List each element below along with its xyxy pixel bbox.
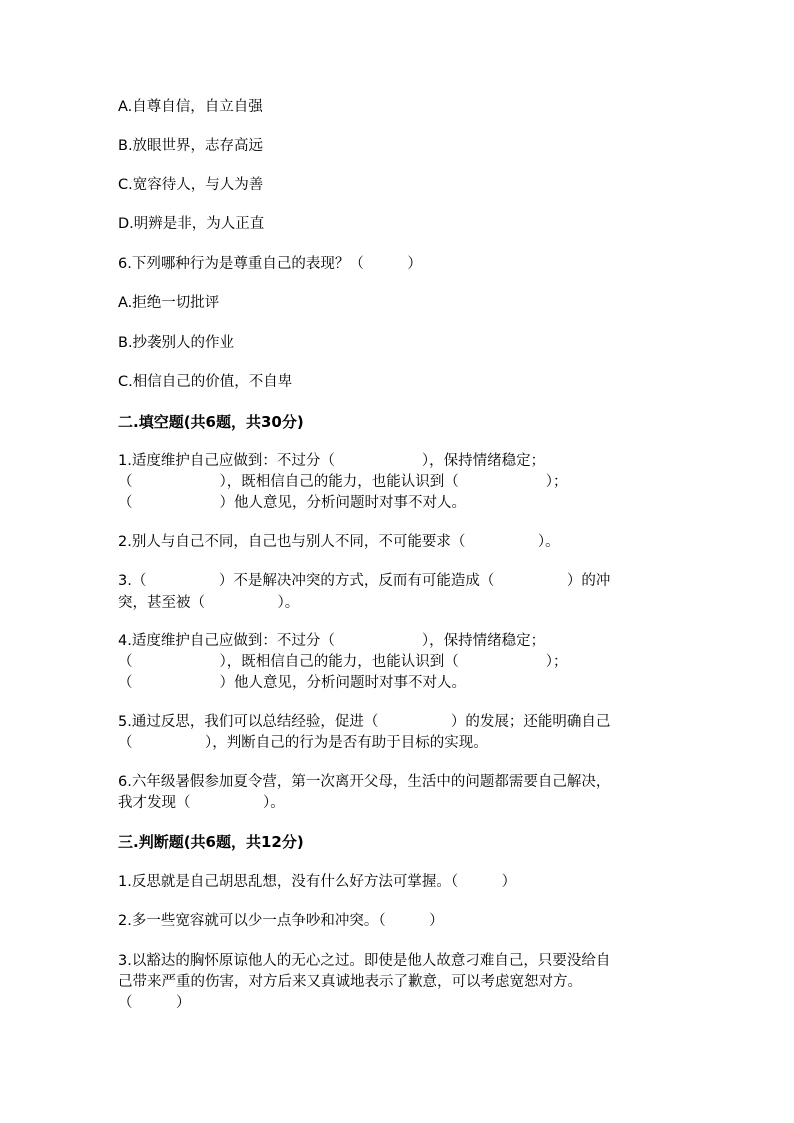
q6-option-c: C.相信自己的价值，不自卑 <box>118 374 293 390</box>
q6-option-a: A.拒绝一切批评 <box>118 295 220 311</box>
q5-option-d: D.明辨是非，为人正直 <box>118 216 265 232</box>
section-fill-blank-title: 二.填空题(共6题，共30分) <box>118 413 304 431</box>
fill-q4-line2: （ ），既相信自己的能力，也能认识到（ ）； <box>118 654 568 670</box>
q6-option-b: B.抄袭别人的作业 <box>118 335 235 351</box>
fill-q4-line1: 4.适度维护自己应做到：不过分（ ），保持情绪稳定； <box>118 633 546 649</box>
fill-q1-line2: （ ），既相信自己的能力，也能认识到（ ）； <box>118 474 568 490</box>
q6-question: 6.下列哪种行为是尊重自己的表现？（ ） <box>118 256 422 272</box>
section-true-false-title: 三.判断题(共6题，共12分) <box>118 833 304 851</box>
fill-q3-line1: 3.（ ）不是解决冲突的方式，反而有可能造成（ ）的冲 <box>118 573 611 589</box>
fill-q6-line1: 6.六年级暑假参加夏令营，第一次离开父母，生活中的问题都需要自己解决， <box>118 774 611 790</box>
fill-q2-line1: 2.别人与自己不同，自己也与别人不同，不可能要求（ ）。 <box>118 534 560 550</box>
q5-option-a: A.自尊自信，自立自强 <box>118 99 263 115</box>
fill-q3-line2: 突，甚至被（ ）。 <box>118 595 300 611</box>
tf-q3-line1: 3.以豁达的胸怀原谅他人的无心之过。即使是他人故意刁难自己，只要没给自 <box>118 953 611 969</box>
fill-q1-line3: （ ）他人意见，分析问题时对事不对人。 <box>118 495 466 511</box>
q5-option-b: B.放眼世界，志存高远 <box>118 138 264 154</box>
fill-q4-line3: （ ）他人意见，分析问题时对事不对人。 <box>118 675 466 691</box>
q5-option-c: C.宽容待人，与人为善 <box>118 177 264 193</box>
tf-q3-line2: 己带来严重的伤害，对方后来又真诚地表示了歉意，可以考虑宽恕对方。 <box>118 974 582 990</box>
tf-q2: 2.多一些宽容就可以少一点争吵和冲突。（ ） <box>118 913 444 929</box>
tf-q3-line3: （ ） <box>118 995 191 1011</box>
fill-q5-line1: 5.通过反思，我们可以总结经验，促进（ ）的发展；还能明确自己 <box>118 714 611 730</box>
fill-q5-line2: （ ），判断自己的行为是否有助于目标的实现。 <box>118 735 488 751</box>
fill-q6-line2: 我才发现（ ）。 <box>118 795 285 811</box>
tf-q1: 1.反思就是自己胡思乱想，没有什么好方法可掌握。（ ） <box>118 874 517 890</box>
fill-q1-line1: 1.适度维护自己应做到：不过分（ ），保持情绪稳定； <box>118 453 546 469</box>
